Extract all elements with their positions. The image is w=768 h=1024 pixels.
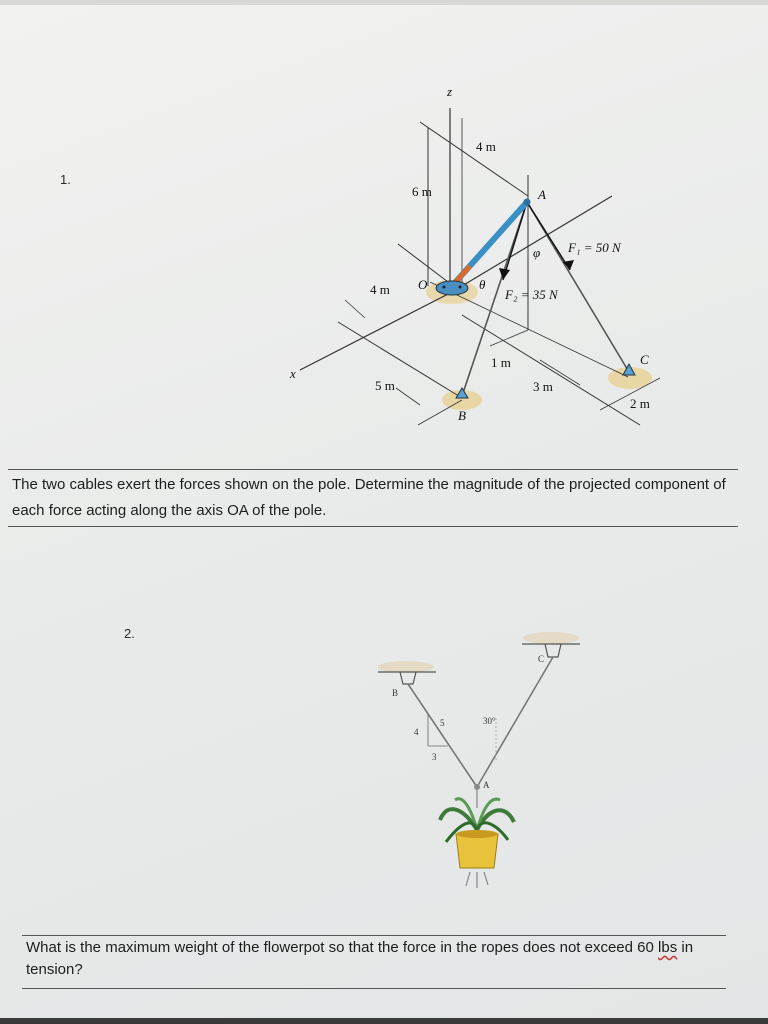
label-30deg: 30°: [483, 716, 496, 726]
x-axis: [300, 292, 452, 370]
q2-lbs: lbs: [658, 939, 678, 956]
problem-2-figure: [0, 625, 768, 895]
problem-1-number: 1.: [60, 172, 71, 187]
label-C2: C: [538, 654, 545, 664]
label-3: 3: [432, 752, 437, 762]
base-O: [436, 281, 468, 295]
label-4m-left: 4 m: [370, 282, 390, 297]
divider-bottom-1: [8, 526, 738, 527]
label-B: B: [458, 408, 466, 423]
label-theta: θ: [479, 277, 486, 292]
label-x: x: [290, 366, 296, 381]
divider-bottom-2: [22, 988, 726, 989]
label-4m-top: 4 m: [476, 139, 496, 154]
label-5m: 5 m: [375, 378, 395, 393]
label-B2: B: [392, 688, 399, 698]
ceiling-C: [523, 632, 579, 644]
label-6m: 6 m: [412, 184, 432, 199]
divider-top-2: [22, 935, 726, 936]
flowerpot: [456, 834, 498, 868]
label-4: 4: [414, 727, 419, 737]
label-A: A: [538, 187, 546, 202]
label-C: C: [640, 352, 649, 367]
top-edge: [0, 0, 768, 5]
label-A2: A: [483, 780, 490, 790]
label-O: O: [418, 277, 428, 292]
q2-part2: in tension?: [26, 939, 694, 978]
label-2m: 2 m: [630, 396, 650, 411]
label-F1: F₁ = 50 N: [568, 240, 621, 255]
label-z: z: [447, 84, 453, 99]
problem-1-figure: [0, 70, 768, 510]
q2-part1: What is the maximum weight of the flowerpot so that the force in the ropes does not exceed 60: [26, 939, 659, 956]
label-F2: F₂ = 35 N: [505, 287, 558, 302]
bottom-edge: [0, 1018, 768, 1024]
label-5: 5: [440, 718, 445, 728]
label-phi: φ: [533, 245, 541, 260]
ceiling-B: [378, 661, 434, 673]
problem-2-question: [26, 937, 728, 981]
divider-top-1: [8, 469, 738, 470]
problem-1-question: The two cables exert the forces shown on the pole. Determine the magnitude of the projected component of each force acting along the axis OA of the pole.: [12, 476, 726, 519]
label-3m: 3 m: [533, 379, 553, 394]
problem-2-number: 2.: [124, 626, 135, 641]
label-1m: 1 m: [491, 355, 511, 370]
